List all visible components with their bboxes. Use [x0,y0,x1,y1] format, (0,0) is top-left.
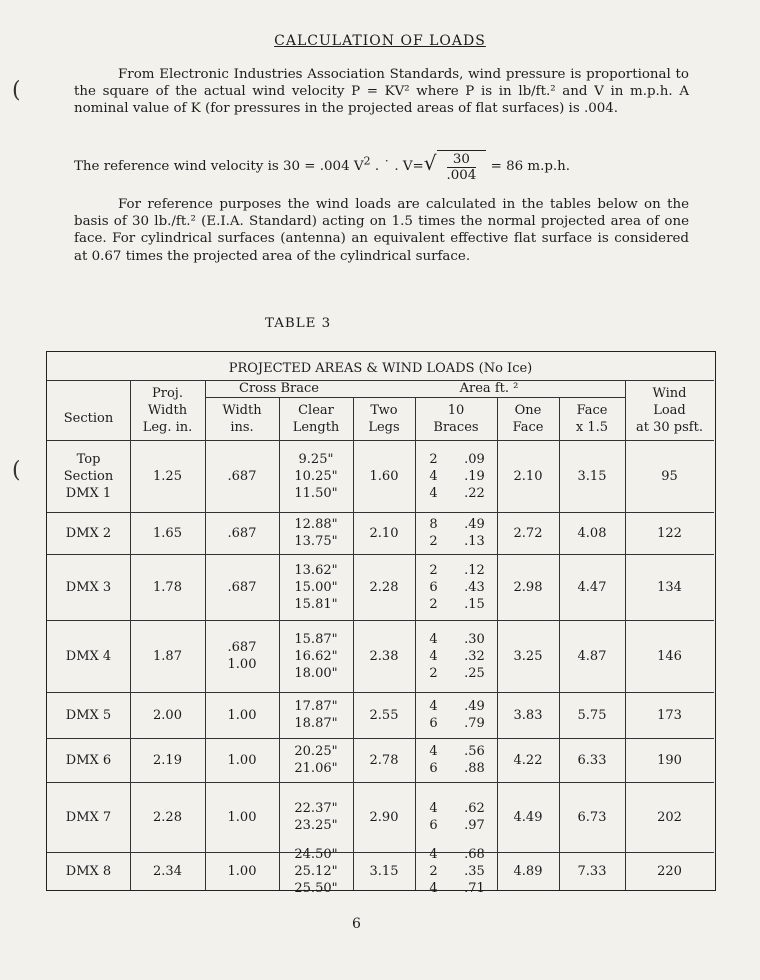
cell-two-legs: 2.28 [369,579,399,595]
col-header-face-x15: Face x 1.5 [575,402,609,435]
square-root: √ $\frac{30}{.004}$ [424,150,487,183]
cell-brace-count: 8 2 [429,517,438,549]
col-header-proj-width: Proj. Width Leg. in. [142,385,193,435]
col-header-section: Section [63,411,114,426]
cell-brace-area: .56 .88 [464,744,485,776]
cell-face-x15: 6.73 [577,809,607,825]
cell-brace-count: 4 6 [429,801,438,833]
cell-clear-length: 17.87" 18.87" [294,699,338,731]
cell-wind-load: 220 [657,863,682,879]
margin-mark: ( [12,458,21,483]
cell-wind-load: 134 [657,579,682,595]
cell-clear-length: 12.88" 13.75" [294,517,338,549]
cell-wind-load: 173 [657,707,682,723]
cell-brace-area: .12 .43 .15 [464,562,485,612]
cell-clear-length: 13.62" 15.00" 15.81" [294,562,338,612]
cell-wind-load: 146 [657,648,682,664]
cell-one-face: 2.98 [513,579,543,595]
cell-two-legs: 2.38 [369,648,399,664]
cell-brace-count: 4 6 [429,744,438,776]
margin-mark: ( [12,78,21,103]
cell-width: .687 [227,525,257,541]
cell-face-x15: 3.15 [577,468,607,484]
cell-two-legs: 2.55 [369,707,399,723]
col-header-wind-load: Wind Load at 30 psft. [636,385,703,435]
page-number: 6 [352,916,361,932]
cell-face-x15: 6.33 [577,752,607,768]
cell-one-face: 3.83 [513,707,543,723]
cell-brace-area: .30 .32 .25 [464,631,485,681]
cell-brace-area: .09 .19 .22 [464,451,485,501]
cell-clear-length: 24.50" 25.12" 25.50" [294,846,338,896]
cell-proj-width: 2.28 [153,809,182,825]
cell-one-face: 4.89 [513,863,543,879]
cell-two-legs: 2.78 [369,752,399,768]
cell-clear-length: 9.25" 10.25" 11.50" [294,451,338,501]
cell-wind-load: 202 [657,809,682,825]
cell-proj-width: 1.65 [153,525,182,541]
cell-section: DMX 7 [65,809,112,825]
cell-width: 1.00 [227,752,257,768]
cell-section: DMX 8 [65,863,112,879]
cell-brace-count: 4 2 4 [429,846,438,896]
cell-two-legs: 2.10 [369,525,399,541]
col-header-width: Width ins. [222,402,262,435]
cell-one-face: 4.22 [513,752,543,768]
col-header-two-legs: Two Legs [368,402,400,435]
cell-brace-area: .68 .35 .71 [464,846,485,896]
cell-two-legs: 1.60 [369,468,399,484]
group-header-cross-brace: Cross Brace [239,381,319,396]
table-label: TABLE 3 [265,316,332,331]
cell-one-face: 4.49 [513,809,543,825]
cell-section: DMX 4 [65,648,112,664]
cell-brace-count: 2 4 4 [429,451,438,501]
cell-wind-load: 122 [657,525,682,541]
cell-brace-count: 4 6 [429,699,438,731]
cell-wind-load: 190 [657,752,682,768]
reference-paragraph: For reference purposes the wind loads are calculated in the tables below on the basis of 30 lb./ft.² (E.I.A. Standard) acting on 1.5 times the normal projected area of one face. For cylindrical surfaces (antenna) an equivalent effective flat surface is considered at 0.67 times the projected area of the cylindrical surface. [74,197,689,264]
cell-width: 1.00 [227,863,257,879]
cell-proj-width: 1.25 [153,468,182,484]
cell-two-legs: 3.15 [369,863,399,879]
cell-one-face: 3.25 [513,648,543,664]
fraction-numerator: 30 [452,152,470,167]
cell-width: .687 1.00 [227,640,257,672]
cell-width: 1.00 [227,707,257,723]
cell-wind-load: 95 [661,468,678,484]
cell-two-legs: 2.90 [369,809,399,825]
cell-face-x15: 4.87 [577,648,607,664]
wind-load-table [46,351,716,896]
group-header-area: Area ft. ² [459,381,519,396]
col-header-clear-length: Clear Length [292,402,340,435]
cell-face-x15: 7.33 [577,863,607,879]
cell-section: Top Section DMX 1 [63,451,114,501]
cell-clear-length: 15.87" 16.62" 18.00" [294,631,338,681]
cell-clear-length: 20.25" 21.06" [294,744,338,776]
cell-width: .687 [227,579,257,595]
fraction-denominator: .004 [446,168,477,183]
col-header-one-face: One Face [512,402,544,435]
cell-proj-width: 1.87 [153,648,182,664]
cell-face-x15: 4.47 [577,579,607,595]
cell-proj-width: 1.78 [153,579,182,595]
cell-one-face: 2.72 [513,525,543,541]
intro-paragraph: From Electronic Industries Association Standards, wind pressure is proportional to the square of the actual wind velocity P = KV² where P is in lb/ft.² and V in m.p.h. A nominal value of K (for pressures in the projected areas of flat surfaces) is .004. [74,67,689,117]
cell-section: DMX 3 [65,579,112,595]
cell-brace-count: 2 6 2 [429,562,438,612]
cell-face-x15: 5.75 [577,707,607,723]
page-heading: CALCULATION OF LOADS [274,33,486,49]
cell-width: 1.00 [227,809,257,825]
cell-brace-count: 4 4 2 [429,631,438,681]
cell-clear-length: 22.37" 23.25" [294,801,338,833]
cell-section: DMX 2 [65,525,112,541]
cell-brace-area: .49 .13 [464,517,485,549]
cell-proj-width: 2.34 [153,863,182,879]
col-header-ten-braces: 10 Braces [433,402,479,435]
cell-section: DMX 5 [65,707,112,723]
table-caption: PROJECTED AREAS & WIND LOADS (No Ice) [228,360,533,376]
cell-proj-width: 2.00 [153,707,182,723]
cell-brace-area: .49 .79 [464,699,485,731]
cell-face-x15: 4.08 [577,525,607,541]
cell-one-face: 2.10 [513,468,543,484]
cell-width: .687 [227,468,257,484]
cell-brace-area: .62 .97 [464,801,485,833]
reference-velocity-equation: The reference wind velocity is 30 = .004 $V^2$ . ˙ . V=√ $\frac{30}{.004}$ = 86 m.p.h. [74,151,571,183]
cell-proj-width: 2.19 [153,752,182,768]
cell-section: DMX 6 [65,752,112,768]
